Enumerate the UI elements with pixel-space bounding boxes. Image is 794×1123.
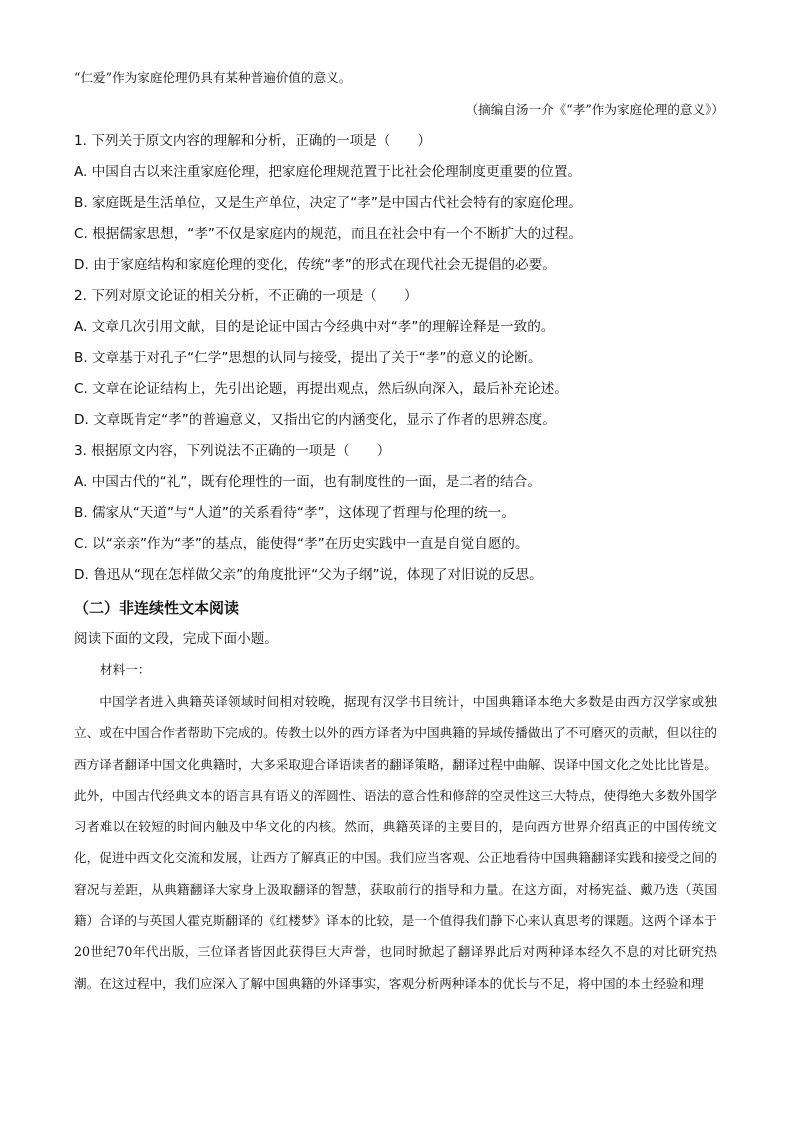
question-1-option-b: B. 家庭既是生活单位，又是生产单位，决定了“孝”是中国古代社会特有的家庭伦理。 bbox=[74, 195, 582, 211]
question-1-stem: 1. 下列关于原文内容的理解和分析，正确的一项是（ ） bbox=[74, 133, 432, 149]
question-2-stem: 2. 下列对原文论证的相关分析，不正确的一项是（ ） bbox=[74, 288, 418, 304]
question-1-option-a: A. 中国自古以来注重家庭伦理，把家庭伦理规范置于比社会伦理制度更重要的位置。 bbox=[74, 164, 582, 180]
material-paragraph: 中国学者进入典籍英译领域时间相对较晚，据现有汉学书目统计，中国典籍译本绝大多数是由西方汉学家或独立、或在中国合作者帮助下完成的。传教士以外的西方译者为中国典籍的异域传播做出了不可磨灭的贡献，但以往的西方译者翻译中国文化典籍时，大多采取迎合译语读者的翻译策略，翻译过程中曲解、误译中国文化之处比比皆是。此外，中国古代经典文本的语言具有语义的浑圆性、语法的意合性和修辞的空灵性这三大特点，使得绝大多数外国学习者难以在较短的时间内触及中华文化的内核。然而，典籍英译的主要目的，是向西方世界介绍真正的中国传统文化，促进中西文化交流和发展，让西方了解真正的中国。我们应当客观、公正地看待中国典籍翻译实践和接受之间的窘况与差距，从典籍翻译大家身上汲取翻译的智慧，获取前行的指导和力量。在这方面，对杨宪益、戴乃迭（英国籍）合译的与英国人霍克斯翻译的《红楼梦》译本的比较，是一个值得我们静下心来认真思考的课题。这两个译本于20世纪70年代出版，三位译者皆因此获得巨大声誉，也同时掀起了翻译界此后对两种译本经久不息的对比研究热潮。在这过程中，我们应深入了解中国典籍的外译事实，客观分析两种译本的优长与不足，将中国的本土经验和理 bbox=[74, 694, 717, 991]
question-2-option-b: B. 文章基于对孔子“仁学”思想的认同与接受，提出了关于“孝”的意义的论断。 bbox=[74, 350, 542, 366]
intro-tail-text: “仁爱”作为家庭伦理仍具有某种普遍价值的意义。 bbox=[74, 70, 352, 85]
material-label: 材料一： bbox=[100, 662, 151, 677]
question-2-option-d: D. 文章既肯定“孝”的普遍意义，又指出它的内涵变化，显示了作者的思辨态度。 bbox=[74, 412, 556, 428]
question-3-option-a: A. 中国古代的“礼”，既有伦理性的一面，也有制度性的一面，是二者的结合。 bbox=[74, 474, 541, 490]
question-3-stem: 3. 根据原文内容，下列说法不正确的一项是（ ） bbox=[74, 443, 391, 459]
question-3-option-d: D. 鲁迅从“现在怎样做父亲”的角度批评“父为子纲”说，体现了对旧说的反思。 bbox=[74, 567, 543, 583]
reading-instruction: 阅读下面的文段，完成下面小题。 bbox=[74, 631, 278, 647]
question-1-option-c: C. 根据儒家思想，“孝”不仅是家庭内的规范，而且在社会中有一个不断扩大的过程。 bbox=[74, 226, 582, 242]
question-2-option-a: A. 文章几次引用文献，目的是论证中国古今经典中对“孝”的理解诠释是一致的。 bbox=[74, 319, 555, 335]
question-2-option-c: C. 文章在论证结构上，先引出论题，再提出观点，然后纵向深入，最后补充论述。 bbox=[74, 381, 568, 397]
question-3-option-c: C. 以“亲亲”作为“孝”的基点，能使得“孝”在历史实践中一直是自觉自愿的。 bbox=[74, 536, 529, 552]
question-1-option-d: D. 由于家庭结构和家庭伦理的变化，传统“孝”的形式在现代社会无提倡的必要。 bbox=[74, 257, 556, 273]
question-3-option-b: B. 儒家从“天道”与“人道”的关系看待“孝”，这体现了哲理与伦理的统一。 bbox=[74, 505, 515, 521]
section-title: （二）非连续性文本阅读 bbox=[74, 599, 240, 617]
source-citation: （摘编自汤一介《“孝”作为家庭伦理的意义》） bbox=[465, 102, 724, 117]
